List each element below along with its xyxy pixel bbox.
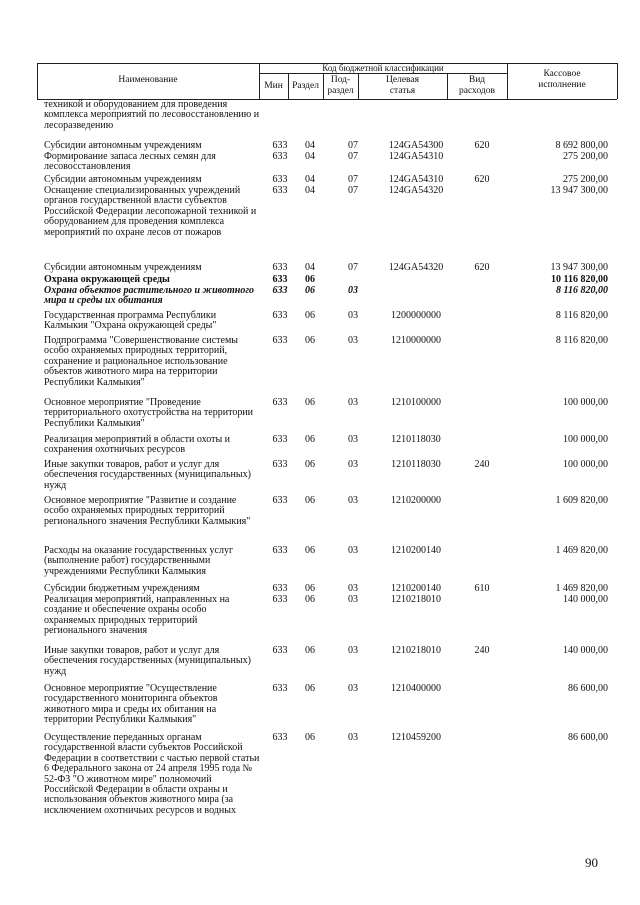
row-amount: 8 116 820,00: [555, 310, 608, 321]
row-name: Реализация мероприятий в области охоты и сохранения охотничьих ресурсов: [44, 434, 231, 456]
row-section: 06: [305, 459, 315, 470]
row-subsection: 07: [348, 140, 358, 151]
row-section: 04: [305, 185, 315, 196]
row-section: 06: [305, 683, 315, 694]
row-min: 633: [272, 151, 288, 162]
row-target: 1210118030: [391, 459, 441, 470]
row-target: 1210459200: [391, 732, 441, 743]
row-expense: 620: [474, 174, 490, 185]
row-expense: 610: [474, 583, 490, 594]
row-subsection: 03: [348, 335, 358, 346]
row-name: Оснащение специализированных учреждений органов государственной власти субъектов Российской Федерации лесопожарной техникой и оборудованием для проведения комплекса мероприятий по охране лесов от пожаров: [44, 185, 257, 238]
header-target: Целевая статья: [386, 75, 419, 96]
row-min: 633: [272, 185, 288, 196]
row-section: 06: [305, 495, 315, 506]
row-name: Субсидии бюджетным учреждениям: [44, 583, 200, 594]
row-min: 633: [272, 645, 288, 656]
row-subsection: 07: [348, 262, 358, 273]
row-section: 06: [305, 583, 315, 594]
row-amount: 8 116 820,00: [556, 285, 608, 296]
row-name: Иные закупки товаров, работ и услуг для обеспечения государственных (муниципальных) нужд: [44, 645, 251, 677]
row-subsection: 03: [348, 459, 358, 470]
row-subsection: 03: [348, 683, 358, 694]
header-min: Мин: [264, 81, 283, 91]
row-amount: 1 609 820,00: [555, 495, 608, 506]
row-min: 633: [272, 397, 288, 408]
row-min: 633: [272, 545, 288, 556]
row-min: 633: [272, 262, 288, 273]
header-code-group: Код бюджетной классификации: [322, 63, 444, 73]
row-subsection: 03: [348, 434, 358, 445]
row-amount: 275 200,00: [563, 151, 608, 162]
row-section: 06: [305, 274, 315, 285]
row-name: Субсидии автономным учреждениям: [44, 174, 202, 185]
row-section: 06: [305, 594, 315, 605]
row-section: 04: [305, 151, 315, 162]
row-section: 04: [305, 140, 315, 151]
row-subsection: 03: [348, 285, 358, 296]
row-min: 633: [272, 274, 288, 285]
table-header: [37, 63, 617, 99]
row-name: Формирование запаса лесных семян для лесовосстановления: [44, 151, 216, 173]
row-section: 06: [305, 397, 315, 408]
row-amount: 8 116 820,00: [555, 335, 608, 346]
row-section: 06: [305, 335, 315, 346]
row-target: 1210200140: [391, 545, 441, 556]
row-amount: 8 692 800,00: [555, 140, 608, 151]
header-subsection: Под- раздел: [327, 75, 354, 96]
row-amount: 13 947 300,00: [550, 185, 608, 196]
row-min: 633: [272, 434, 288, 445]
row-name: Государственная программа Республики Калмыкия "Охрана окружающей среды": [44, 310, 217, 332]
row-amount: 140 000,00: [563, 594, 608, 605]
row-amount: 86 600,00: [568, 732, 608, 743]
row-target: 124GA54300: [388, 140, 444, 151]
row-min: 633: [272, 583, 288, 594]
row-section: 06: [305, 545, 315, 556]
row-name: Субсидии автономным учреждениям: [44, 140, 202, 151]
row-subsection: 03: [348, 594, 358, 605]
row-target: 1210000000: [391, 335, 441, 346]
row-expense: 620: [474, 140, 490, 151]
row-target: 124GA54310: [388, 151, 444, 162]
row-amount: 140 000,00: [563, 645, 608, 656]
row-min: 633: [272, 732, 288, 743]
row-min: 633: [272, 174, 288, 185]
row-section: 04: [305, 174, 315, 185]
page-number: 90: [585, 855, 598, 870]
row-section: 06: [305, 285, 315, 296]
row-name: Основное мероприятие "Развитие и создание особо охраняемых природных территорий регионального значения Республики Калмыкия": [44, 495, 251, 527]
row-subsection: 03: [348, 583, 358, 594]
row-name: Расходы на оказание государственных услуг (выполнение работ) государственными учреждениями Республики Калмыкия: [44, 545, 234, 577]
row-min: 633: [272, 335, 288, 346]
row-target: 124GA54310: [388, 174, 444, 185]
row-target: 1210218010: [391, 645, 441, 656]
row-name: Подпрограмма "Совершенствование системы особо охраняемых природных территорий, сохранение и рациональное использование объектов животного мира на территории Республики Калмыкия": [44, 335, 238, 388]
row-section: 04: [305, 262, 315, 273]
row-subsection: 03: [348, 732, 358, 743]
row-amount: 13 947 300,00: [550, 262, 608, 273]
row-section: 06: [305, 645, 315, 656]
row-name: Осуществление переданных органам государственной власти субъектов Российской Федерации в соответствии с частью первой статьи 6 Федерального закона от 24 апреля 1995 года № 52-ФЗ "О животном мире" полномочий Российской Федерации в области охраны и использования объектов животного мира (за исключением охотничьих ресурсов и водных: [44, 732, 260, 816]
row-name: Иные закупки товаров, работ и услуг для обеспечения государственных (муниципальных) нужд: [44, 459, 251, 491]
row-subsection: 07: [348, 174, 358, 185]
row-target: 1210218010: [391, 594, 441, 605]
row-name: Субсидии автономным учреждениям: [44, 262, 202, 273]
header-amount: Кассовое исполнение: [538, 69, 586, 90]
row-target: 1210400000: [391, 683, 441, 694]
row-min: 633: [272, 285, 288, 296]
row-name: Охрана объектов растительного и животного мира и среды их обитания: [44, 285, 255, 307]
header-section: Раздел: [292, 81, 319, 91]
row-amount: 1 469 820,00: [555, 583, 608, 594]
row-target: 1210118030: [391, 434, 441, 445]
row-subsection: 03: [348, 397, 358, 408]
row-subsection: 03: [348, 545, 358, 556]
row-target: 1210200000: [391, 495, 441, 506]
row-name: Основное мероприятие "Осуществление государственного мониторинга объектов животного мира и среды их обитания на территории Республики Калмыкия": [44, 683, 218, 726]
row-target: 1210100000: [391, 397, 441, 408]
row-section: 06: [305, 434, 315, 445]
row-target: 1200000000: [391, 310, 441, 321]
row-min: 633: [272, 140, 288, 151]
row-subsection: 03: [348, 645, 358, 656]
row-subsection: 07: [348, 185, 358, 196]
row-expense: 620: [474, 262, 490, 273]
row-min: 633: [272, 594, 288, 605]
row-amount: 100 000,00: [563, 434, 608, 445]
row-name: Реализация мероприятий, направленных на создание и обеспечение охраны особо охраняемых природных территорий регионального значения: [44, 594, 230, 637]
row-amount: 86 600,00: [568, 683, 608, 694]
row-name: Основное мероприятие "Проведение территориального охотустройства на территории Республики Калмыкия": [44, 397, 254, 429]
header-name: Наименование: [118, 75, 178, 85]
row-section: 06: [305, 732, 315, 743]
row-expense: 240: [474, 459, 490, 470]
row-target: 124GA54320: [388, 262, 444, 273]
row-target: 1210200140: [391, 583, 441, 594]
row-min: 633: [272, 495, 288, 506]
row-min: 633: [272, 459, 288, 470]
row-name: техникой и оборудованием для проведения комплекса мероприятий по лесовосстановлению и лесоразведению: [44, 99, 260, 131]
row-amount: 10 116 820,00: [551, 274, 608, 285]
row-name: Охрана окружающей среды: [44, 274, 170, 285]
row-expense: 240: [474, 645, 490, 656]
row-subsection: 07: [348, 151, 358, 162]
row-amount: 275 200,00: [563, 174, 608, 185]
row-min: 633: [272, 310, 288, 321]
header-expense: Вид расходов: [459, 75, 495, 96]
row-min: 633: [272, 683, 288, 694]
row-subsection: 03: [348, 495, 358, 506]
row-amount: 1 469 820,00: [555, 545, 608, 556]
row-section: 06: [305, 310, 315, 321]
row-target: 124GA54320: [388, 185, 444, 196]
row-amount: 100 000,00: [563, 459, 608, 470]
row-amount: 100 000,00: [563, 397, 608, 408]
row-subsection: 03: [348, 310, 358, 321]
